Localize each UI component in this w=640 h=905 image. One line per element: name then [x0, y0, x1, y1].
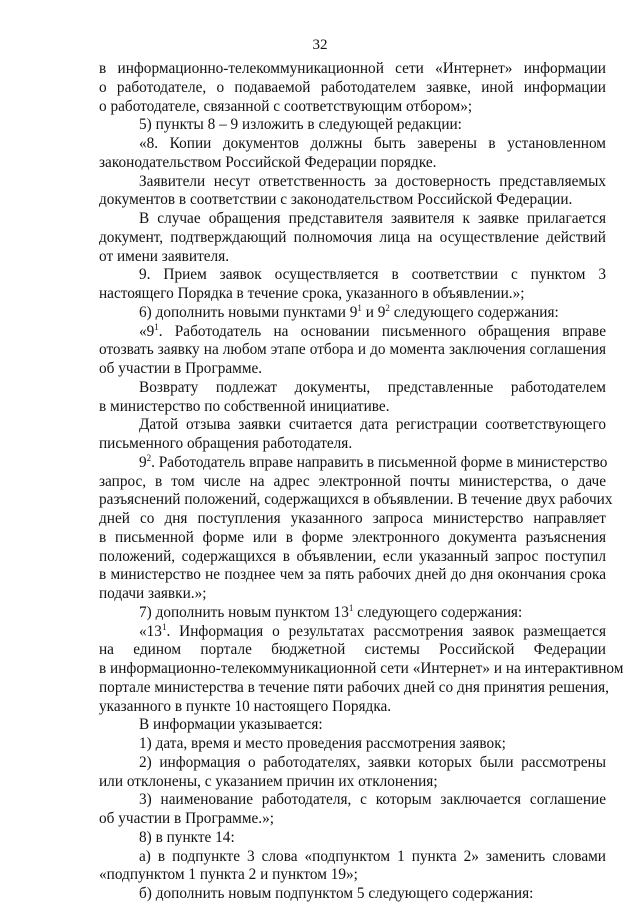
text-line: [99, 323, 606, 342]
text-fragment: в информационно-телекоммуникационной сети «Интернет» информации: [99, 60, 606, 77]
text-line: [99, 341, 606, 360]
text-line: [99, 848, 606, 867]
text-line: [99, 566, 606, 585]
text-line: [99, 529, 606, 548]
text-line: [99, 885, 606, 904]
text-line: [99, 773, 606, 792]
text-line: [99, 398, 606, 417]
text-fragment: . Работодатель вправе направить в письменной форме в министерство: [151, 453, 608, 471]
text-fragment: в министерство по собственной инициативе.: [99, 397, 390, 415]
text-fragment: 8) в пункте 14:: [139, 828, 235, 846]
text-line: [99, 210, 606, 229]
text-fragment: 7) дополнить новым пунктом 13: [139, 603, 349, 621]
text-fragment: об участии в Программе.: [99, 360, 263, 377]
text-fragment: 1) дата, время и место проведения рассмотрения заявок;: [139, 735, 506, 752]
text-fragment: о работодателе, связанной с соответствующим отбором»;: [99, 97, 473, 115]
text-fragment: отозвать заявку на любом этапе отбора и до момента заключения соглашения: [99, 341, 606, 359]
text-line: [99, 754, 606, 773]
text-line: [99, 604, 606, 623]
text-fragment: в министерство не позднее чем за пять рабочих дней до дня окончания срока: [99, 566, 606, 584]
text-line: [99, 173, 606, 192]
text-fragment: разъяснений положений, содержащихся в объявлении. В течение двух рабочих: [99, 491, 613, 509]
text-line: [99, 285, 606, 304]
text-fragment: Датой отзыва заявки считается дата регистрации соответствующего: [139, 416, 606, 434]
text-fragment: 5) пункты 8 – 9 изложить в следующей редакции:: [139, 116, 462, 134]
text-fragment: подачи заявки.»;: [99, 585, 207, 602]
text-fragment: 9: [139, 453, 147, 471]
superscript: 2: [146, 452, 152, 463]
text-fragment: на едином портале бюджетной системы Российской Федерации: [99, 641, 606, 659]
text-fragment: об участии в Программе.»;: [99, 810, 275, 827]
text-fragment: В информации указывается:: [139, 716, 323, 734]
text-fragment: «подпунктом 1 пункта 2 и пунктом 19»;: [99, 866, 358, 884]
text-fragment: законодательством Российской Федерации порядке.: [99, 153, 437, 171]
text-fragment: следующего содержания:: [389, 303, 559, 321]
text-line: [99, 473, 606, 492]
text-line: [99, 810, 606, 829]
text-line: [99, 116, 606, 135]
text-fragment: Заявители несут ответственность за достоверность представляемых: [139, 172, 606, 190]
text-line: [99, 248, 606, 267]
text-line: [99, 135, 606, 154]
text-fragment: б) дополнить новым подпунктом 5 следующего содержания:: [139, 885, 534, 902]
text-fragment: следующего содержания:: [353, 603, 523, 621]
text-line: [99, 716, 606, 735]
superscript: 1: [161, 621, 167, 632]
text-fragment: В случае обращения представителя заявителя к заявке прилагается: [139, 210, 606, 227]
text-line: [99, 266, 606, 285]
text-line: [99, 791, 606, 810]
page-number: 32: [312, 37, 328, 53]
text-fragment: 9. Прием заявок осуществляется в соответствии с пунктом 3: [139, 266, 606, 284]
text-line: [99, 98, 606, 117]
superscript: 1: [154, 321, 159, 332]
text-line: [99, 829, 606, 848]
text-fragment: в информационно-телекоммуникационной сети «Интернет» и на интерактивном: [99, 660, 624, 677]
text-fragment: . Информация о результатах рассмотрения заявок размещается: [166, 622, 606, 640]
text-fragment: 2) информация о работодателях, заявки которых были рассмотрены: [139, 753, 606, 771]
text-line: [99, 416, 606, 435]
text-line: [99, 510, 606, 529]
text-line: [99, 585, 606, 604]
text-fragment: или отклонены, с указанием причин их отклонения;: [99, 772, 438, 790]
text-line: [99, 79, 606, 98]
text-fragment: «9: [139, 322, 155, 340]
superscript: 1: [348, 602, 354, 613]
text-fragment: письменного обращения работодателя.: [99, 435, 353, 452]
text-fragment: «13: [139, 622, 162, 640]
text-line: [99, 60, 606, 79]
text-fragment: 3) наименование работодателя, с которым заключается соглашение: [139, 791, 606, 809]
text-fragment: . Работодатель на основании письменного обращения вправе: [158, 322, 606, 340]
superscript: 2: [385, 302, 390, 313]
text-fragment: о работодателе, о подаваемой работодателем заявке, иной информации: [99, 78, 606, 96]
text-fragment: настоящего Порядка в течение срока, указанного в объявлении.»;: [99, 285, 525, 302]
text-fragment: в письменной форме или в форме электронного документа разъяснения: [99, 528, 606, 546]
superscript: 1: [357, 302, 362, 313]
text-fragment: «8. Копии документов должны быть заверены в установленном: [139, 135, 606, 152]
text-fragment: и 9: [361, 303, 386, 321]
text-line: [99, 360, 606, 379]
text-fragment: 6) дополнить новыми пунктами 9: [139, 303, 358, 321]
document-body: [99, 60, 624, 904]
text-fragment: указанного в пункте 10 настоящего Порядка.: [99, 697, 392, 715]
text-fragment: положений, содержащихся в объявлении, если указанный запрос поступил: [99, 547, 606, 565]
text-line: [99, 435, 606, 454]
text-line: [99, 379, 606, 398]
text-fragment: от имени заявителя.: [99, 247, 230, 265]
text-line: [99, 678, 610, 698]
text-line: [99, 229, 606, 248]
text-fragment: а) в подпункте 3 слова «подпунктом 1 пункта 2» заменить словами: [139, 847, 606, 865]
text-fragment: запрос, в том числе на адрес электронной почты министерства, о даче: [99, 472, 606, 490]
text-line: [99, 698, 606, 717]
text-line: [99, 641, 606, 660]
text-line: [99, 304, 606, 323]
text-fragment: дней со дня поступления указанного запроса министерство направляет: [99, 510, 606, 527]
text-fragment: портале министерства в течение пяти рабочих дней со дня принятия решения,: [99, 678, 610, 696]
text-line: [99, 548, 606, 567]
text-fragment: документ, подтверждающий полномочия лица на осуществление действий: [99, 228, 606, 246]
text-line: [99, 454, 606, 473]
text-fragment: Возврату подлежат документы, представленные работодателем: [139, 378, 606, 396]
text-line: [99, 866, 606, 885]
text-line: [99, 491, 613, 510]
text-line: [99, 154, 606, 173]
text-line: [99, 660, 624, 679]
text-line: [99, 623, 606, 642]
text-line: [99, 735, 606, 754]
text-fragment: документов в соответствии с законодательством Российской Федерации.: [99, 191, 573, 209]
text-line: [99, 191, 606, 210]
